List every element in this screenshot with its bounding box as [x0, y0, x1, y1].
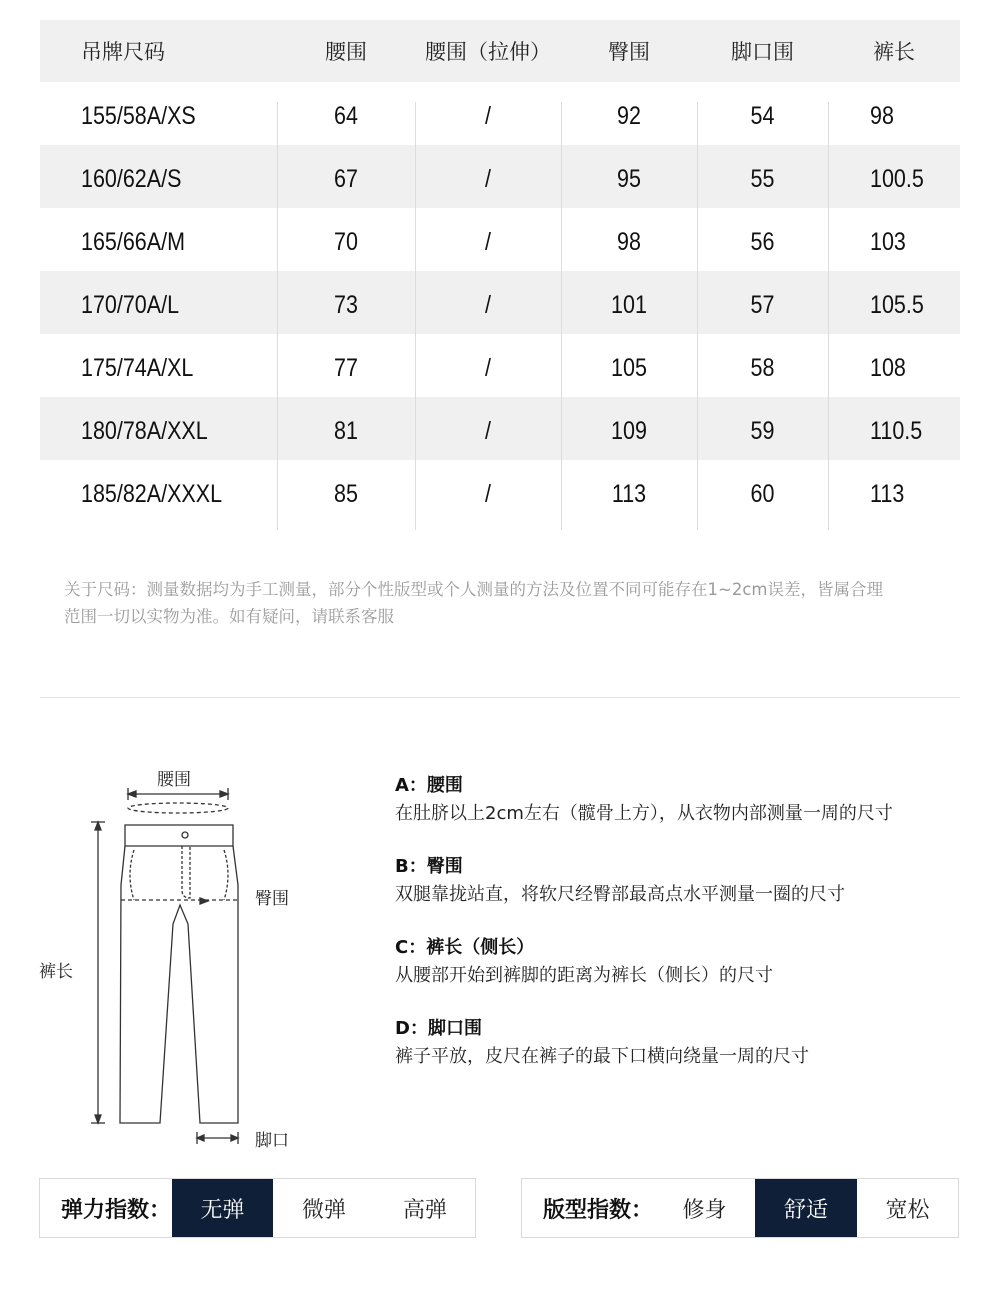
- size-note-line-2: 范围一切以实物为准。如有疑问，请联系客服: [64, 607, 394, 626]
- cell-hem: 59: [750, 417, 775, 445]
- cell-hem: 60: [750, 480, 775, 508]
- fit-option-slim[interactable]: 修身: [682, 1197, 727, 1223]
- fit-index: [521, 1178, 959, 1238]
- table-row: [40, 271, 960, 334]
- table-row: [40, 334, 960, 397]
- header-tag-size: 吊牌尺码: [81, 40, 165, 64]
- cell-waist-stretched: /: [485, 417, 491, 445]
- cell-tag-size: 180/78A/XXL: [81, 417, 208, 445]
- table-row: [40, 460, 960, 523]
- size-note-line-1: 关于尺码：测量数据均为手工测量，部分个性版型或个人测量的方法及位置不同可能存在1~2cm误差，皆属合理: [64, 580, 883, 599]
- table-row: [40, 82, 960, 145]
- column-divider: [561, 102, 562, 530]
- definition-text: 双腿靠拢站直，将软尺经臀部最高点水平测量一圈的尺寸: [395, 884, 845, 905]
- cell-waist: 70: [334, 228, 358, 256]
- definition-title: C：裤长（侧长）: [395, 937, 535, 958]
- definition-title: A：腰围: [395, 775, 463, 796]
- cell-hip: 113: [611, 480, 647, 508]
- cell-waist-stretched: /: [485, 228, 491, 256]
- section-divider: [40, 697, 960, 698]
- cell-waist-stretched: /: [485, 354, 491, 382]
- definition-item: [395, 772, 975, 828]
- cell-waist-stretched: /: [485, 480, 491, 508]
- cell-length: 105.5: [870, 291, 924, 319]
- size-note: [64, 576, 964, 630]
- definition-title: B：臀围: [395, 856, 463, 877]
- cell-tag-size: 155/58A/XS: [81, 102, 196, 130]
- table-row: [40, 397, 960, 460]
- column-divider: [415, 102, 416, 530]
- cell-hip: 105: [611, 354, 647, 382]
- header-hem: 脚口围: [731, 40, 794, 64]
- column-divider: [697, 102, 698, 530]
- table-body: [40, 82, 960, 523]
- cell-length: 98: [870, 102, 894, 130]
- elasticity-label: 弹力指数：: [61, 1197, 172, 1223]
- cell-tag-size: 175/74A/XL: [81, 354, 194, 382]
- definition-text: 在肚脐以上2cm左右（髋骨上方），从衣物内部测量一周的尺寸: [395, 803, 893, 824]
- definition-title: D：脚口围: [395, 1018, 482, 1039]
- elasticity-option-high[interactable]: 高弹: [402, 1197, 447, 1223]
- cell-waist-stretched: /: [485, 291, 491, 319]
- cell-hem: 54: [750, 102, 775, 130]
- cell-hem: 55: [750, 165, 775, 193]
- cell-tag-size: 185/82A/XXXL: [81, 480, 223, 508]
- cell-waist: 85: [334, 480, 358, 508]
- cell-length: 100.5: [870, 165, 924, 193]
- header-length: 裤长: [873, 40, 915, 64]
- cell-hip: 109: [611, 417, 647, 445]
- cell-length: 110.5: [870, 417, 923, 445]
- pants-measurement-diagram: [30, 760, 330, 1160]
- elasticity-option-slight[interactable]: 微弹: [301, 1197, 346, 1223]
- column-divider: [277, 102, 278, 530]
- definition-item: [395, 934, 975, 990]
- header-waist: 腰围: [325, 40, 367, 64]
- cell-hip: 92: [617, 102, 641, 130]
- table-row: [40, 208, 960, 271]
- cell-tag-size: 160/62A/S: [81, 165, 182, 193]
- pants-illustration: [30, 760, 330, 1160]
- cell-hem: 56: [750, 228, 775, 256]
- cell-hip: 101: [611, 291, 647, 319]
- cell-tag-size: 170/70A/L: [81, 291, 180, 319]
- definition-text: 从腰部开始到裤脚的距离为裤长（侧长）的尺寸: [395, 965, 773, 986]
- fit-label: 版型指数：: [543, 1197, 654, 1223]
- waist-ellipse: [128, 803, 228, 813]
- measurement-definitions: [395, 772, 975, 1096]
- cell-waist-stretched: /: [485, 102, 491, 130]
- fit-option-loose[interactable]: 宽松: [885, 1197, 930, 1223]
- diagram-length-label: 裤长: [39, 962, 73, 982]
- diagram-waist-label: 腰围: [157, 770, 191, 790]
- fit-option-comfort[interactable]: 舒适: [755, 1179, 857, 1237]
- cell-hem: 57: [750, 291, 775, 319]
- elasticity-index: [39, 1178, 476, 1238]
- elasticity-option-none[interactable]: 无弹: [172, 1179, 273, 1237]
- cell-waist-stretched: /: [485, 165, 491, 193]
- definition-text: 裤子平放，皮尺在裤子的最下口横向绕量一周的尺寸: [395, 1046, 809, 1067]
- definition-item: [395, 1015, 975, 1071]
- table-row: [40, 145, 960, 208]
- column-divider: [828, 102, 829, 530]
- diagram-hem-label: 脚口: [255, 1131, 289, 1151]
- cell-length: 103: [870, 228, 906, 256]
- cell-waist: 81: [334, 417, 358, 445]
- cell-hip: 98: [617, 228, 641, 256]
- header-hip: 臀围: [608, 40, 650, 64]
- cell-hem: 58: [750, 354, 775, 382]
- definition-item: [395, 853, 975, 909]
- cell-waist: 73: [334, 291, 358, 319]
- cell-waist: 77: [334, 354, 358, 382]
- header-waist-stretched: 腰围（拉伸）: [425, 40, 551, 64]
- cell-hip: 95: [617, 165, 641, 193]
- table-header-row: [40, 20, 960, 82]
- cell-length: 108: [870, 354, 906, 382]
- size-table: [40, 20, 960, 523]
- cell-waist: 67: [334, 165, 358, 193]
- cell-length: 113: [870, 480, 905, 508]
- cell-tag-size: 165/66A/M: [81, 228, 185, 256]
- cell-waist: 64: [334, 102, 358, 130]
- diagram-hip-label: 臀围: [255, 889, 289, 909]
